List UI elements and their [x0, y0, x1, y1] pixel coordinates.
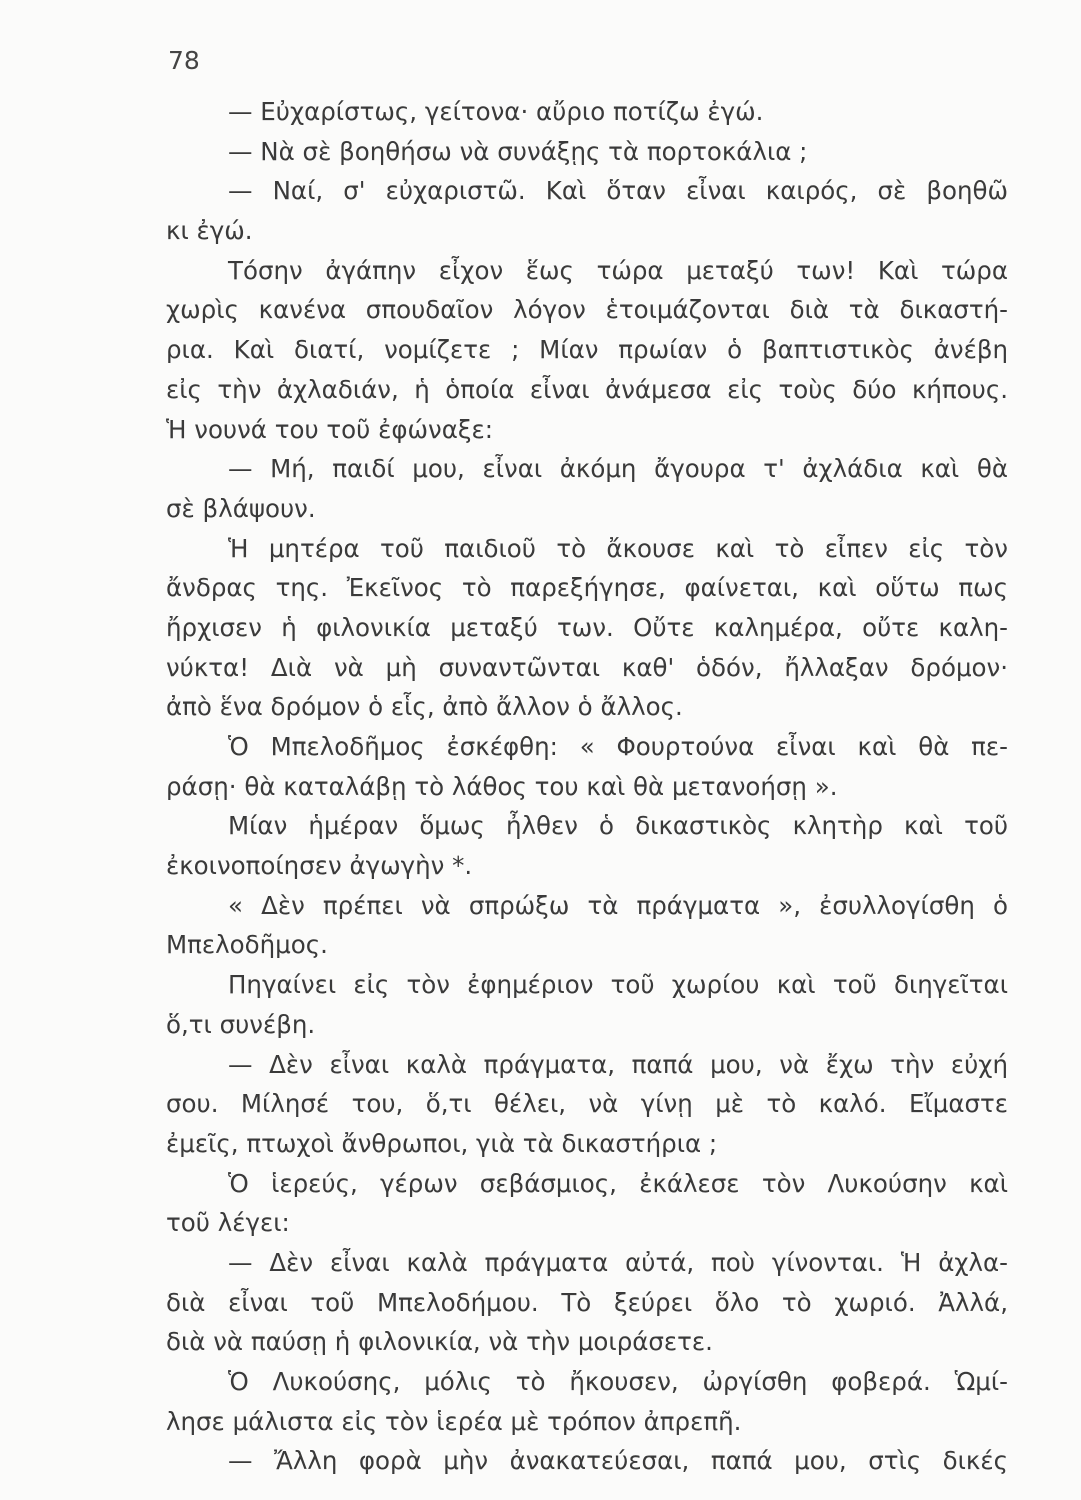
text-line: ράσῃ· θὰ καταλάβῃ τὸ λάθος του καὶ θὰ μετανοήσῃ ».: [166, 771, 838, 801]
text-line: ρια. Καὶ διατί, νομίζετε ; Μίαν πρωίαν ὁ βαπτιστικὸς ἀνέβη: [166, 335, 1008, 365]
text-line: — Ἄλλη φορὰ μὴν ἀνακατεύεσαι, παπά μου, στὶς δικές: [228, 1446, 1008, 1476]
text-line: Τόσην ἀγάπην εἶχον ἕως τώρα μεταξύ των! Καὶ τώρα: [228, 255, 1008, 285]
text-line: τοῦ λέγει:: [166, 1208, 290, 1238]
body-text: [166, 92, 1008, 1481]
text-line: κι ἐγώ.: [166, 216, 253, 246]
text-line: ἄνδρας της. Ἐκεῖνος τὸ παρεξήγησε, φαίνεται, καὶ οὕτω πως: [166, 573, 1008, 603]
text-line: Μίαν ἡμέραν ὅμως ἦλθεν ὁ δικαστικὸς κλητὴρ καὶ τοῦ: [228, 811, 1008, 841]
text-line: νύκτα! Διὰ νὰ μὴ συναντῶνται καθ' ὁδόν, ἤλλαξαν δρόμον·: [166, 652, 1008, 682]
text-line: εἰς τὴν ἀχλαδιάν, ἡ ὁποία εἶναι ἀνάμεσα εἰς τοὺς δύο κήπους.: [166, 374, 1008, 404]
text-line: διὰ νὰ παύσῃ ἡ φιλονικία, νὰ τὴν μοιράσετε.: [166, 1327, 713, 1357]
text-line: λησε μάλιστα εἰς τὸν ἱερέα μὲ τρόπον ἀπρεπῆ.: [166, 1406, 742, 1436]
text-line: χωρὶς κανένα σπουδαῖον λόγον ἑτοιμάζονται διὰ τὰ δικαστή-: [166, 295, 1008, 325]
text-line: ἀπὸ ἕνα δρόμον ὁ εἷς, ἀπὸ ἄλλον ὁ ἄλλος.: [166, 692, 683, 722]
text-line: « Δὲν πρέπει νὰ σπρώξω τὰ πράγματα », ἐσυλλογίσθη ὁ: [228, 890, 1008, 920]
text-line: Ὁ ἱερεύς, γέρων σεβάσμιος, ἐκάλεσε τὸν Λυκούσην καὶ: [228, 1168, 1008, 1198]
text-line: Μπελοδῆμος.: [166, 930, 328, 960]
text-line: ἐκοινοποίησεν ἀγωγὴν *.: [166, 851, 473, 881]
text-line: — Ναί, σ' εὐχαριστῶ. Καὶ ὅταν εἶναι καιρός, σὲ βοηθῶ: [228, 176, 1008, 206]
text-line: — Δὲν εἶναι καλὰ πράγματα, παπά μου, νὰ ἔχω τὴν εὐχή: [228, 1049, 1008, 1079]
text-line: ὅ,τι συνέβη.: [166, 1009, 316, 1039]
text-line: Ὁ Λυκούσης, μόλις τὸ ἤκουσεν, ὠργίσθη φοβερά. Ὡμί-: [228, 1367, 1008, 1396]
text-line: διὰ εἶναι τοῦ Μπελοδήμου. Τὸ ξεύρει ὅλο τὸ χωριό. Ἀλλά,: [166, 1287, 1008, 1317]
text-line: — Νὰ σὲ βοηθήσω νὰ συνάξῃς τὰ πορτοκάλια ;: [228, 136, 808, 166]
text-line: Ἡ νουνά του τοῦ ἐφώναξε:: [166, 414, 494, 444]
text-line: — Δὲν εἶναι καλὰ πράγματα αὐτά, ποὺ γίνονται. Ἡ ἀχλα-: [228, 1247, 1008, 1277]
text-line: — Εὐχαρίστως, γείτονα· αὔριο ποτίζω ἐγώ.: [228, 97, 764, 126]
text-line: ἐμεῖς, πτωχοὶ ἄνθρωποι, γιὰ τὰ δικαστήρια ;: [166, 1128, 718, 1158]
text-line: σὲ βλάψουν.: [166, 493, 316, 523]
text-line: Ἡ μητέρα τοῦ παιδιοῦ τὸ ἄκουσε καὶ τὸ εἶπεν εἰς τὸν: [228, 533, 1008, 563]
page-number: 78: [168, 46, 200, 75]
text-line: σου. Μίλησέ του, ὅ,τι θέλει, νὰ γίνῃ μὲ τὸ καλό. Εἴμαστε: [166, 1089, 1008, 1119]
text-line: — Μή, παιδί μου, εἶναι ἀκόμη ἄγουρα τ' ἀχλάδια καὶ θὰ: [228, 454, 1008, 484]
text-line: Πηγαίνει εἰς τὸν ἐφημέριον τοῦ χωρίου καὶ τοῦ διηγεῖται: [228, 970, 1008, 1000]
text-line: ἤρχισεν ἡ φιλονικία μεταξύ των. Οὔτε καλημέρα, οὔτε καλη-: [166, 612, 1008, 642]
text-line: Ὁ Μπελοδῆμος ἐσκέφθη: « Φουρτούνα εἶναι καὶ θὰ πε-: [228, 732, 1008, 761]
